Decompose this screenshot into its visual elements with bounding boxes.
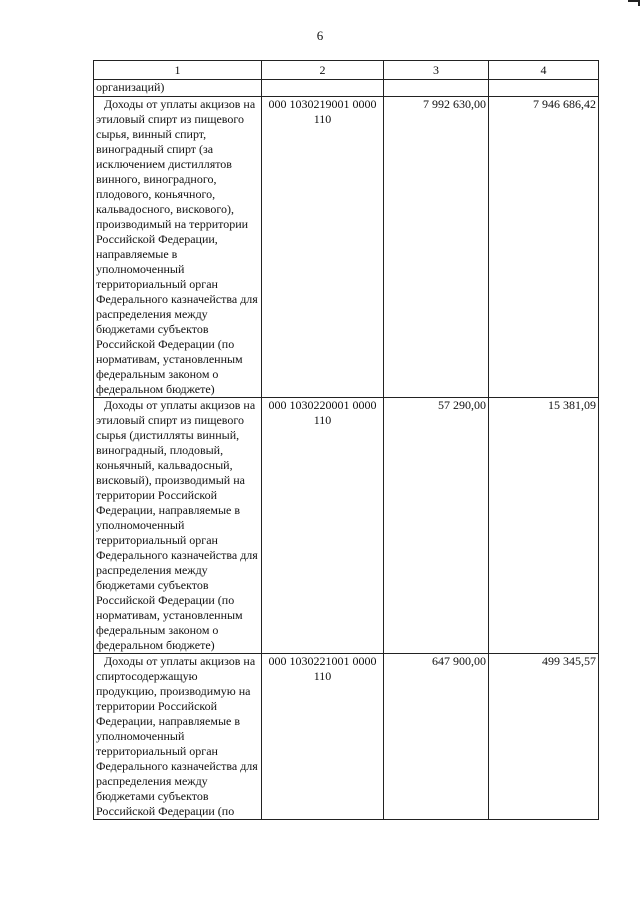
row-description: Доходы от уплаты акцизов на этиловый спирт из пищевого сырья (дистилляты винный, виноградный, плодовый, коньячный, кальвадосный, висковый), производимый на территории Российской Федерации, направляемые в уполномоченный территориальный орган Федерального казначейства для распределения между бюджетами субъектов Российской Федерации (по нормативам, установленным федеральным законом о федеральном бюджете): [94, 398, 262, 654]
table-row: [94, 654, 599, 820]
header-col-1: 1: [94, 61, 262, 80]
row-description: Доходы от уплаты акцизов на спиртосодержащую продукцию, производимую на территории Российской Федерации, направляемые в уполномоченный территориальный орган Федерального казначейства для распределения между бюджетами субъектов Российской Федерации (по: [94, 654, 262, 820]
empty-cell: [262, 80, 384, 97]
row-value-col4: 499 345,57: [489, 654, 599, 820]
continuation-row: [94, 80, 599, 97]
row-value-col3: 647 900,00: [384, 654, 489, 820]
row-value-col4: 7 946 686,42: [489, 97, 599, 398]
header-col-3: 3: [384, 61, 489, 80]
row-code: 000 1030220001 0000 110: [262, 398, 384, 654]
continuation-text: организаций): [94, 80, 262, 97]
row-value-col3: 7 992 630,00: [384, 97, 489, 398]
row-code: 000 1030219001 0000 110: [262, 97, 384, 398]
header-col-4: 4: [489, 61, 599, 80]
row-value-col4: 15 381,09: [489, 398, 599, 654]
empty-cell: [384, 80, 489, 97]
table-row: [94, 97, 599, 398]
row-value-col3: 57 290,00: [384, 398, 489, 654]
table-row: [94, 398, 599, 654]
row-description: Доходы от уплаты акцизов на этиловый спирт из пищевого сырья, винный спирт, виноградный спирт (за исключением дистиллятов винного, виноградного, плодового, коньячного, кальвадосного, вискового), производимый на территории Российской Федерации, направляемые в уполномоченный территориальный орган Федерального казначейства для распределения между бюджетами субъектов Российской Федерации (по нормативам, установленным федеральным законом о федеральном бюджете): [94, 97, 262, 398]
header-col-2: 2: [262, 61, 384, 80]
row-code: 000 1030221001 0000 110: [262, 654, 384, 820]
scan-corner-mark: [628, 0, 640, 6]
revenue-table: [93, 60, 599, 820]
empty-cell: [489, 80, 599, 97]
header-row: [94, 61, 599, 80]
page-number: 6: [316, 28, 324, 43]
